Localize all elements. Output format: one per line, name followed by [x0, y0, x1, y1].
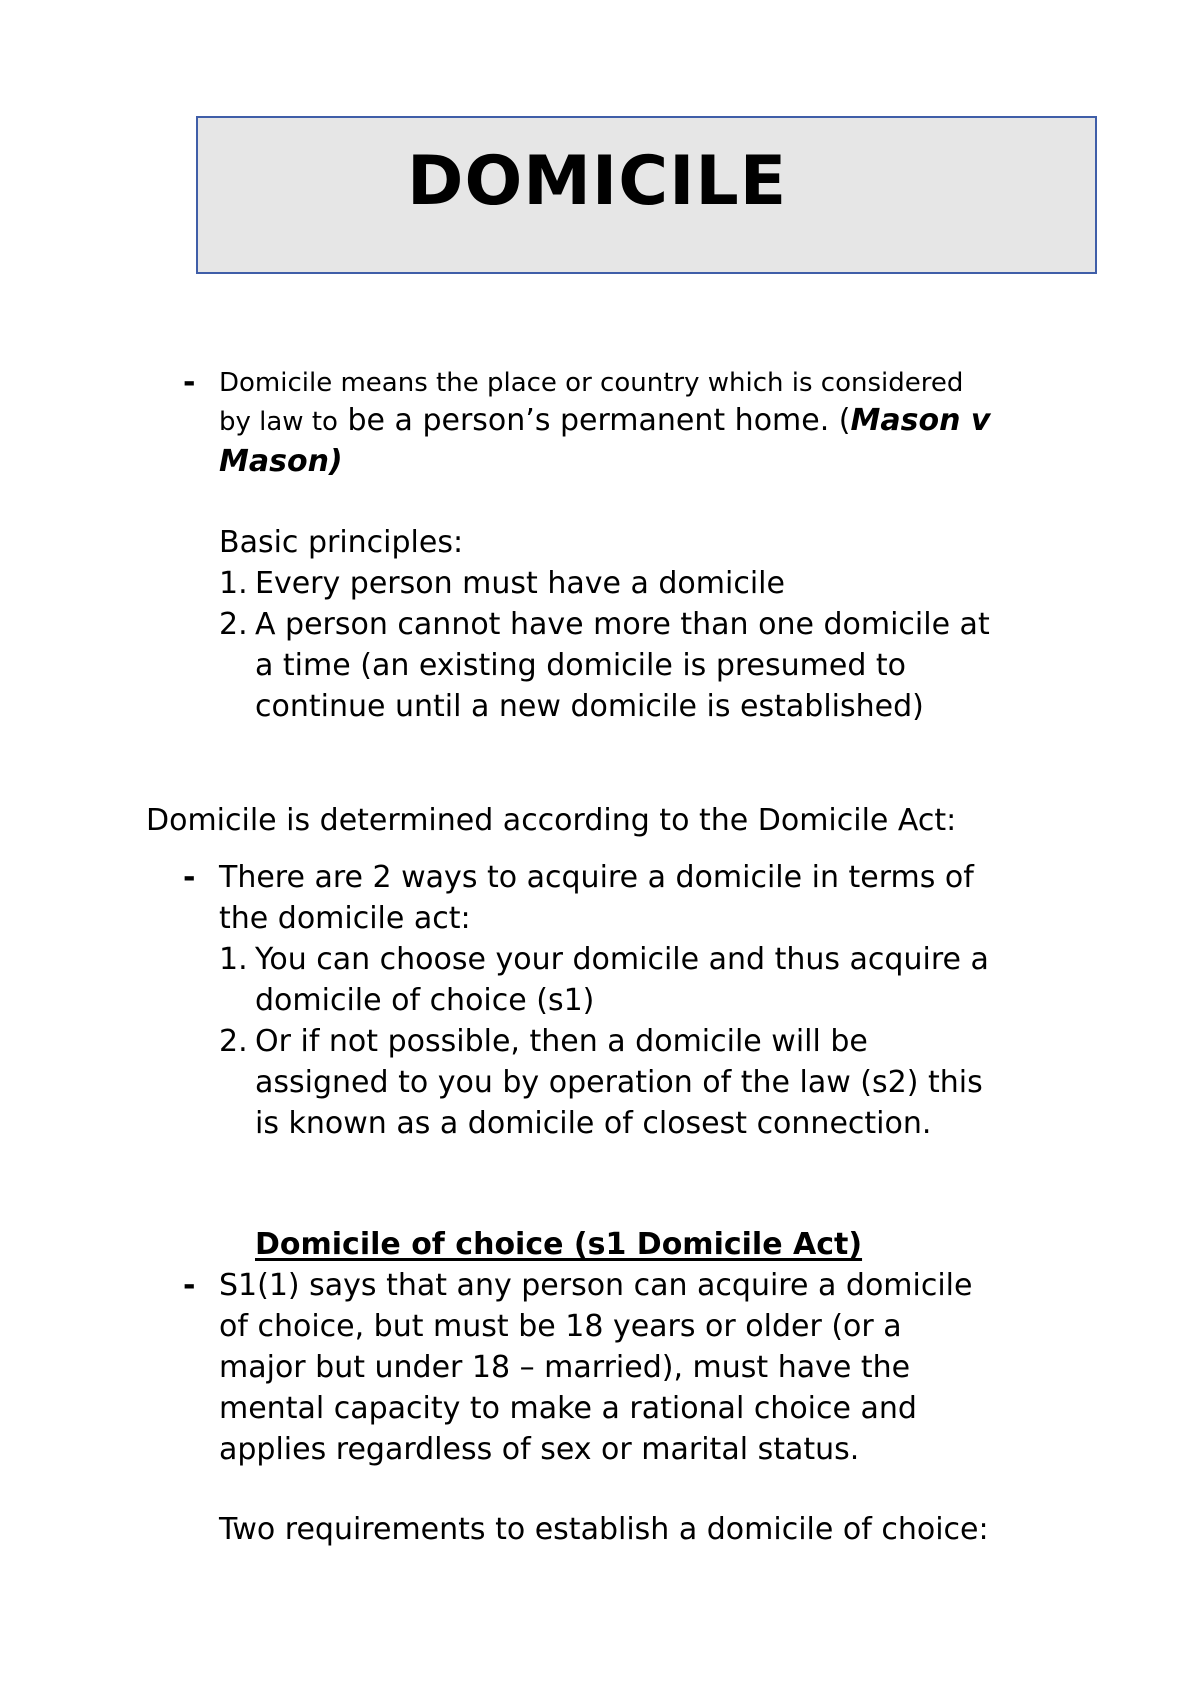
choice-line: of choice, but must be 18 years or older (or a	[219, 1309, 902, 1344]
list-item-cont: assigned to you by operation of the law (s2) this	[255, 1065, 983, 1100]
section-heading: Domicile of choice (s1 Domicile Act)	[255, 1227, 863, 1262]
choice-line: S1(1) says that any person can acquire a domicile	[219, 1268, 973, 1303]
requirements-text: Two requirements to establish a domicile of choice:	[219, 1512, 989, 1547]
bullet-dash: -	[183, 1268, 196, 1303]
list-number: 1.	[219, 942, 248, 977]
title-box	[196, 116, 1097, 274]
determined-text: Domicile is determined according to the Domicile Act:	[146, 803, 957, 838]
bullet-dash: -	[183, 860, 196, 895]
list-item: Or if not possible, then a domicile will be	[255, 1024, 868, 1059]
choice-line: major but under 18 – married), must have the	[219, 1350, 911, 1385]
list-item-cont: domicile of choice (s1)	[255, 983, 595, 1018]
intro-line-2-rest: be a person’s permanent home. (	[337, 403, 851, 438]
intro-line-2	[219, 403, 991, 438]
list-number: 2.	[219, 1024, 248, 1059]
case-citation-cont: Mason)	[219, 444, 343, 479]
intro-line-1: Domicile means the place or country which is considered	[219, 368, 964, 398]
page-title: DOMICILE	[407, 142, 788, 221]
bullet-dash: -	[183, 365, 196, 400]
list-item: You can choose your domicile and thus acquire a	[255, 942, 989, 977]
list-number: 2.	[219, 607, 248, 642]
ways-line-2: the domicile act:	[219, 901, 471, 936]
list-item: Every person must have a domicile	[255, 566, 785, 601]
intro-line-2-small: by law to	[219, 407, 338, 437]
choice-line: mental capacity to make a rational choice and	[219, 1391, 917, 1426]
list-number: 1.	[219, 566, 248, 601]
list-item-cont: is known as a domicile of closest connection.	[255, 1106, 932, 1141]
list-item-cont: continue until a new domicile is established)	[255, 689, 924, 724]
case-citation: Mason v	[850, 403, 991, 438]
list-item-cont: a time (an existing domicile is presumed to	[255, 648, 907, 683]
ways-line-1: There are 2 ways to acquire a domicile in terms of	[219, 860, 974, 895]
basic-principles-heading: Basic principles:	[219, 525, 464, 560]
list-item: A person cannot have more than one domicile at	[255, 607, 990, 642]
choice-line: applies regardless of sex or marital status.	[219, 1432, 860, 1467]
